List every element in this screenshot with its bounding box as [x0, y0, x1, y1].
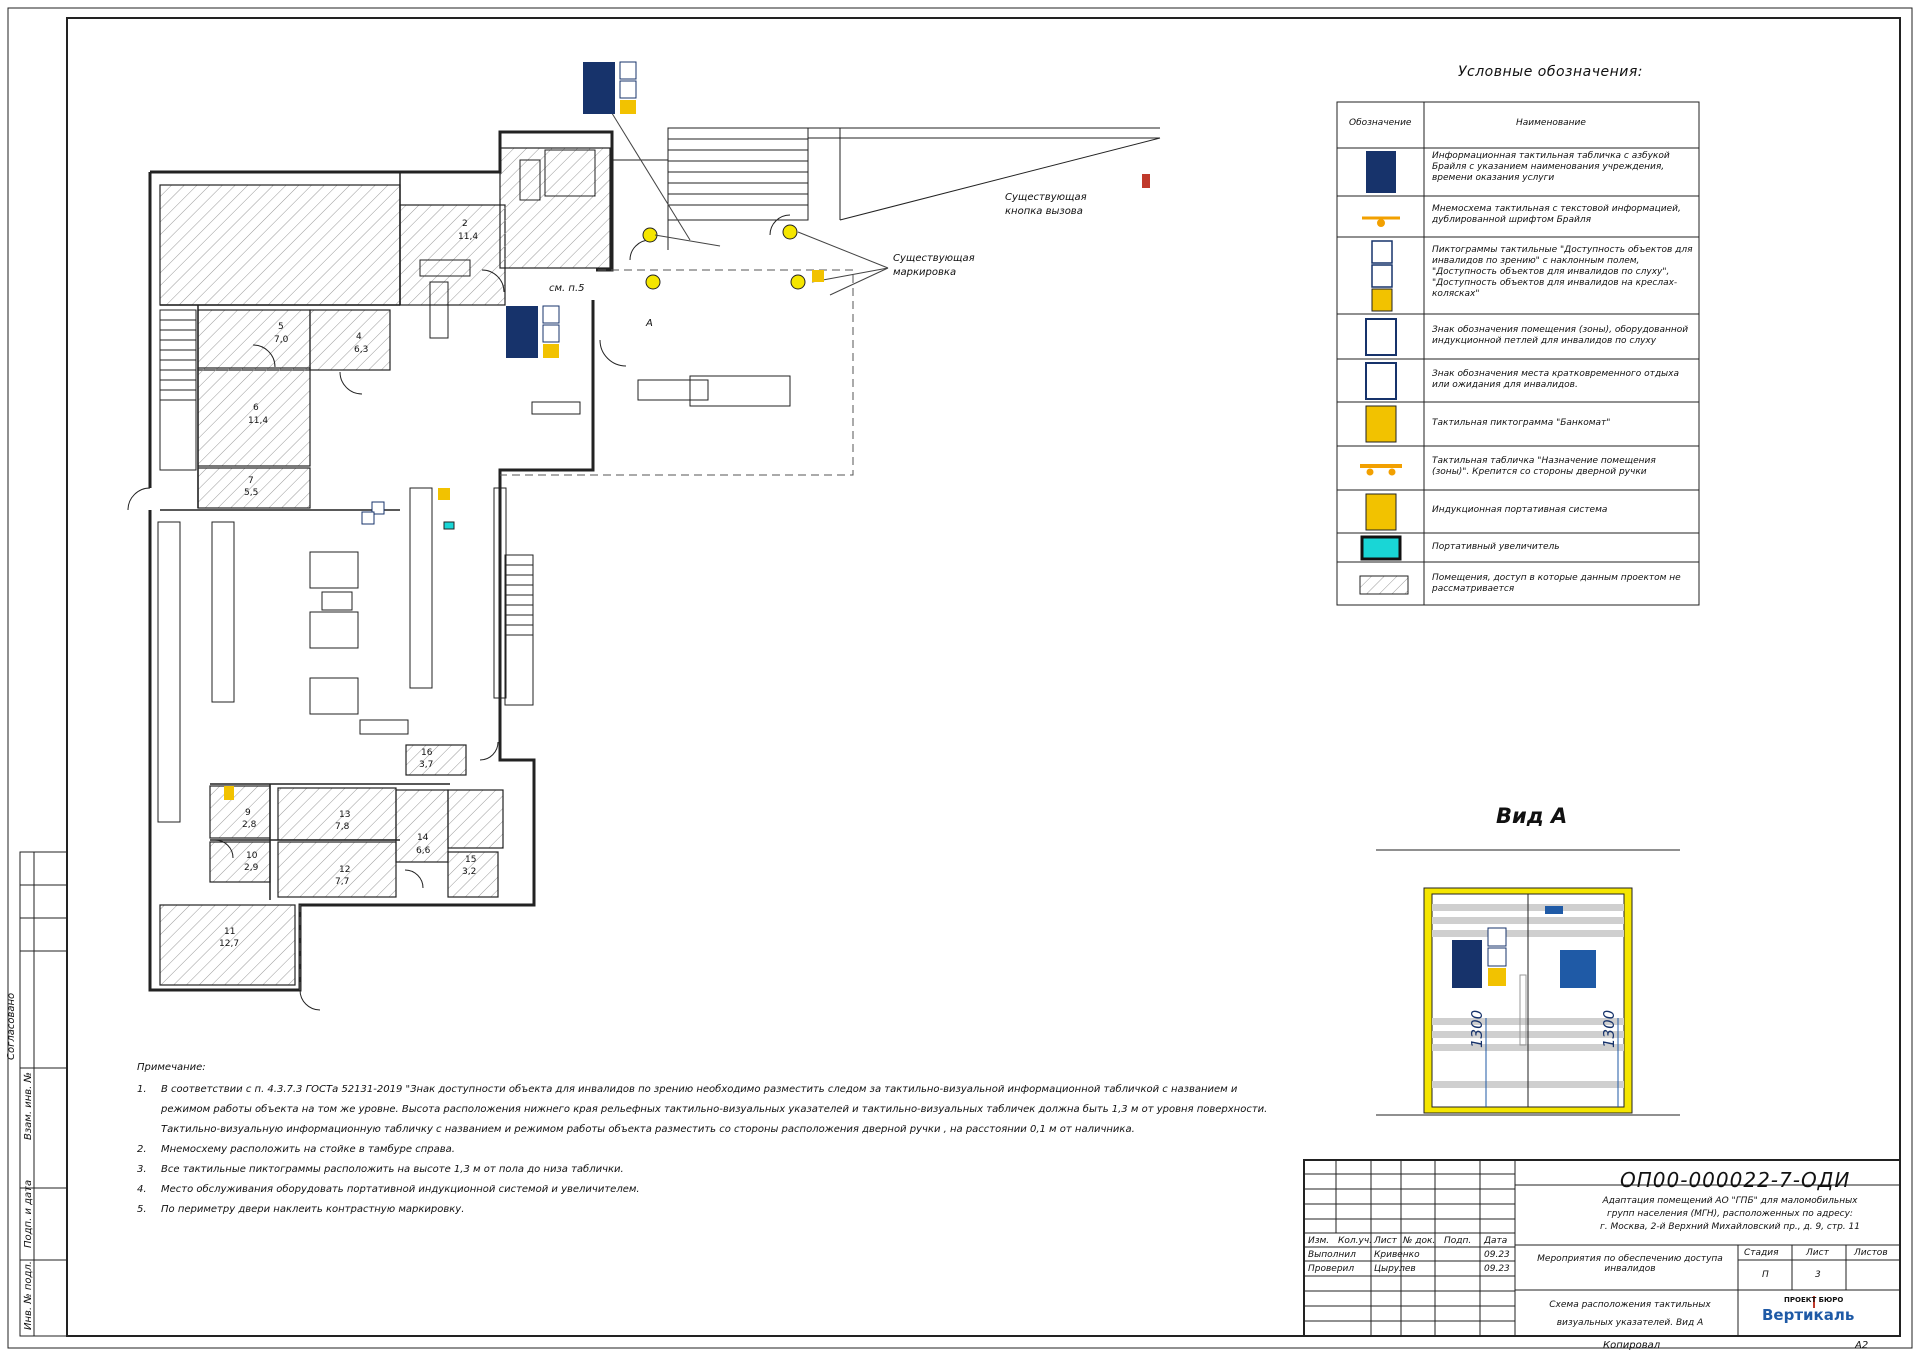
note-item [137, 1160, 624, 1180]
room-2 [400, 205, 505, 305]
yellow-markings [643, 225, 805, 289]
room-label-num: 12 [339, 865, 351, 875]
room-label-area: 3,2 [462, 867, 477, 877]
stamp-name: Цырулев [1374, 1264, 1416, 1274]
room-label-num: 10 [246, 851, 258, 861]
legend-header-symbol: Обозначение [1349, 118, 1412, 128]
stamp-stage-value: П [1762, 1270, 1769, 1280]
note-line: Все тактильные пиктограммы расположить на высоте 1,3 м от пола до низа таблички. [161, 1164, 624, 1175]
hall-stairs [505, 555, 533, 705]
note-item [137, 1200, 464, 1220]
sheet-title-line2: визуальных указателей. Вид А [1556, 1318, 1704, 1328]
note-number: 5. [137, 1204, 147, 1215]
marking-callout-line1: Существующая [893, 253, 975, 264]
view-a-dimension-right: 1300 [1600, 1009, 1618, 1048]
logo-main-text: Вертикаль [1762, 1306, 1855, 1324]
hatched-rooms [160, 148, 610, 985]
room-label-area: 12,7 [219, 939, 240, 949]
room-label-num: 9 [245, 808, 251, 818]
view-a-drawing [1376, 850, 1680, 1115]
room-label-num: 15 [465, 855, 477, 865]
stamp-role: Проверил [1308, 1264, 1355, 1274]
note-line: По периметру двери наклеить контрастную маркировку. [161, 1204, 465, 1215]
view-marker-label: А [646, 318, 653, 329]
view-a-title: Вид А [1496, 804, 1568, 828]
room-5 [198, 310, 310, 370]
note-item [137, 1180, 640, 1200]
project-title-line2: групп населения (МГН), расположенных по адресу: [1607, 1209, 1853, 1219]
room-label-area: 3,7 [419, 760, 434, 770]
side-agreed: Согласовано [6, 992, 17, 1060]
room-9 [210, 786, 270, 838]
room-stair-hatch [448, 790, 503, 848]
stamp-header-kol: Кол.уч. [1338, 1236, 1373, 1246]
see-note-label: см. п.5 [549, 283, 585, 294]
footer-format: А2 [1855, 1340, 1869, 1351]
room-label-num: 14 [417, 833, 429, 843]
note-number: 2. [137, 1144, 147, 1155]
left-stairs [160, 310, 196, 470]
note-line: режимом работы объекта на том же уровне. Высота расположения нижнего края рельефных тактильно-визуальных указателей и тактильно-визуальных табличек должна быть 1,3 м от уровня поверхности. [161, 1104, 1268, 1115]
room-label-area: 6,3 [354, 345, 369, 355]
stamp-role: Выполнил [1308, 1250, 1356, 1260]
marking-callout-line2: маркировка [893, 267, 957, 278]
legend-row-text: Знак обозначения места кратковременного отдыха или ожидания для инвалидов. [1432, 369, 1679, 390]
note-line: Место обслуживания оборудовать портативной индукционной системой и увеличителем. [161, 1184, 640, 1195]
room-1 [500, 148, 610, 268]
view-a-dimension-left: 1300 [1468, 1009, 1486, 1048]
room-label-area: 5,5 [244, 488, 259, 498]
note-number: 1. [137, 1084, 147, 1095]
note-number: 3. [137, 1164, 147, 1175]
side-inv-orig: Инв. № подл. [23, 1261, 34, 1330]
room-4 [310, 310, 390, 370]
project-title-line3: г. Москва, 2-й Верхний Михайловский пр., д. 9, стр. 11 [1600, 1222, 1860, 1232]
stamp-header-list: Лист [1374, 1236, 1397, 1246]
room-label-area: 2,8 [242, 820, 257, 830]
legend-row-text: Индукционная портативная система [1432, 505, 1608, 515]
room-label-num: 13 [339, 810, 351, 820]
room-label-num: 16 [421, 748, 433, 758]
room-10 [210, 842, 270, 882]
legend-row-text: Мнемосхема тактильная с текстовой информацией, дублированной шрифтом Брайля [1432, 204, 1681, 225]
stamp-name: Кривенко [1374, 1250, 1420, 1260]
legend-row-text: Тактильная пиктограмма "Банкомат" [1432, 418, 1611, 428]
call-button-callout-line1: Существующая [1005, 192, 1087, 203]
room-label-num: 2 [462, 219, 468, 229]
footer-copied: Копировал [1603, 1340, 1661, 1351]
room-label-area: 7,8 [335, 822, 350, 832]
note-item [137, 1080, 1237, 1100]
stamp-section: Мероприятия по обеспечению доступа инвалидов [1537, 1254, 1723, 1274]
stamp-header-doc: № док. [1403, 1236, 1436, 1246]
stamp-sheet-value: 3 [1815, 1270, 1821, 1280]
room-16 [406, 745, 466, 775]
stamp-header-date: Дата [1484, 1236, 1508, 1246]
room-label-area: 2,9 [244, 863, 259, 873]
project-title-line1: Адаптация помещений АО "ГПБ" для маломобильных [1602, 1196, 1858, 1206]
room-label-area: 7,0 [274, 335, 289, 345]
room-13 [278, 788, 396, 840]
room-label-num: 7 [248, 476, 254, 486]
note-line: Мнемосхему расположить на стойке в тамбуре справа. [161, 1144, 455, 1155]
note-item [137, 1140, 455, 1160]
stamp-header-izm: Изм. [1308, 1236, 1330, 1246]
room-label-area: 7,7 [335, 877, 350, 887]
room-12 [278, 842, 396, 897]
room-label-num: 11 [224, 927, 236, 937]
floor-plan [128, 62, 1160, 1010]
stamp-date: 09.23 [1484, 1264, 1510, 1274]
legend-symbols [1360, 151, 1408, 594]
legend-row-text: Знак обозначения помещения (зоны), оборудованной индукционной петлей для инвалидов по слуху [1432, 325, 1689, 346]
legend-row-text: Информационная тактильная табличка с азбукой Брайля с указанием наименования учреждения, времени оказания услуги [1432, 151, 1670, 183]
notes-title: Примечание: [137, 1062, 206, 1073]
logo-top-text: ПРОЕКТ БЮРО [1784, 1296, 1844, 1304]
legend-row-text: Тактильная табличка "Назначение помещения (зоны)". Крепится со стороны дверной ручки [1432, 456, 1656, 477]
side-ref-inv: Взам. инв. № [23, 1072, 34, 1140]
room-label-num: 4 [356, 332, 362, 342]
note-number: 4. [137, 1184, 147, 1195]
note-line: В соответствии с п. 4.3.7.3 ГОСТа 52131-2019 "Знак доступности объекта для инвалидов по зрению необходимо разместить следом за тактильно-визуальной информационной табличкой с названием и [161, 1084, 1238, 1095]
call-button-callout-line2: кнопка вызова [1005, 206, 1083, 217]
legend-row-text: Портативный увеличитель [1432, 542, 1560, 552]
note-line: Тактильно-визуальную информационную табличку с названием и режимом работы объекта разместить со стороны расположения дверной ручки , на расстоянии 0,1 м от наличника. [161, 1124, 1135, 1135]
room-label-area: 6,6 [416, 846, 431, 856]
room-3 [160, 185, 400, 305]
stamp-stage-label: Стадия [1744, 1248, 1779, 1258]
room-label-area: 11,4 [458, 232, 479, 242]
legend-row-text: Помещения, доступ в которые данным проектом не рассматривается [1432, 573, 1681, 594]
legend-header-name: Наименование [1516, 118, 1586, 128]
entrance-stairs [612, 128, 1160, 250]
document-code: ОП00-000022-7-ОДИ [1620, 1168, 1851, 1192]
room-label-area: 11,4 [248, 416, 269, 426]
legend-row-text: Пиктограммы тактильные "Доступность объектов для инвалидов по зрению" с наклонным полем, "Доступность объектов для инвалидов по слуху", "Доступность объектов для инвалидов на креслах-колясках" [1432, 245, 1693, 299]
room-label-num: 5 [278, 322, 284, 332]
stamp-date: 09.23 [1484, 1250, 1510, 1260]
stamp-sheets-label: Листов [1854, 1248, 1888, 1258]
stamp-header-sign: Подп. [1444, 1236, 1472, 1246]
side-sign-date: Подп. и дата [23, 1179, 34, 1248]
legend-title: Условные обозначения: [1458, 64, 1643, 80]
stamp-sheet-label: Лист [1806, 1248, 1829, 1258]
sheet-title-line1: Схема расположения тактильных [1549, 1300, 1711, 1310]
room-label-num: 6 [253, 403, 259, 413]
